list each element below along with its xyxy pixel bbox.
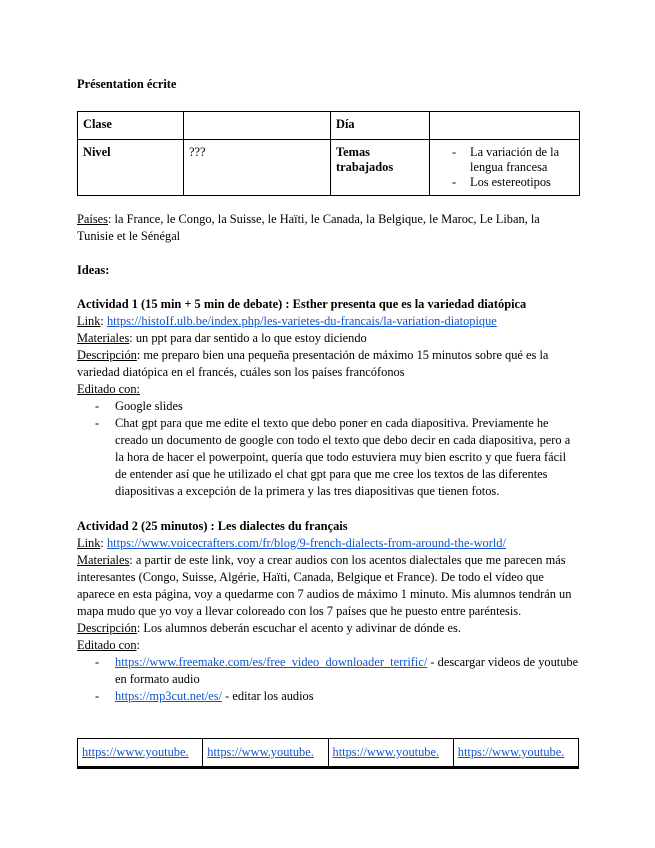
- list-item: - Los estereotipos: [430, 175, 577, 190]
- actividad1-section: Actividad 1 (15 min + 5 min de debate) : Esther presenta que es la variedad diatópica Link: https://histoIf.ulb.be/index.php/les-varietes-du-francais/la-variation-diatopique Materiales: un ppt para dar sentido a lo que estoy diciendo Descripción: me preparo bien una pequeña presentación de máximo 15 minutos sobre qué es la variedad diatópica en el francés, cuáles son los países francófonos Editado con: - Google slides - Chat gpt para que me edite el texto que debo poner en cada diapositiva. Previamente he creado un documento de google con todo el texto que debo decir en cada diapositiva, pero a la hora de hacer el powerpoint, quería que todo estuviera muy bien escrito y que fuera fácil de entender así que he utilizado el chat gpt para que me cree los textos de las diferentes diapositivas a excepción de la primera y las tres diapositivas que tienen fotos.: [77, 296, 579, 500]
- list-item: - Chat gpt para que me edite el texto que debo poner en cada diapositiva. Previamente he creado un documento de google con todo el texto que debo decir en cada diapositiva, pero a la hora de hacer el powerpoint, quería que todo estuviera muy bien escrito y que fuera fácil de entender así que he utilizado el chat gpt para que me cree los textos de las diferentes diapositivas a excepción de la primera y las tres diapositivas que tienen fotos.: [77, 415, 579, 500]
- nivel-value: ???: [184, 140, 331, 196]
- clase-label: Clase: [78, 112, 184, 140]
- descripcion-label: Descripción: [77, 621, 137, 635]
- editado-list: [77, 398, 579, 500]
- mp3cut-link[interactable]: https://mp3cut.net/es/: [115, 689, 223, 703]
- editado-label: Editado con: [77, 638, 137, 652]
- actividad1-link[interactable]: https://histoIf.ulb.be/index.php/les-varietes-du-francais/la-variation-diatopique: [106, 314, 497, 328]
- list-item: [77, 688, 579, 705]
- actividad2-link[interactable]: https://www.voicecrafters.com/fr/blog/9-french-dialects-from-around-the-world/: [106, 536, 506, 550]
- editado-label: Editado con:: [77, 382, 140, 396]
- descripcion-text: : Los alumnos deberán escuchar el acento y adivinar de dónde es.: [136, 621, 461, 635]
- dia-value: [430, 112, 580, 140]
- tool-desc: - descargar videos de youtube en formato audio: [115, 655, 579, 686]
- temas-label: Temas trabajados: [331, 140, 430, 196]
- list-item: [77, 654, 579, 688]
- youtube-cell: [203, 739, 328, 768]
- link-label: Link: [77, 314, 101, 328]
- paises-text: : la France, le Congo, la Suisse, le Haïti, le Canada, la Belgique, le Maroc, Le Liban, la Tunisie et le Sénégal: [77, 212, 540, 243]
- materiales-text: : un ppt para dar sentido a lo que estoy diciendo: [129, 331, 367, 345]
- clase-value: [184, 112, 331, 140]
- youtube-link[interactable]: https://www.youtube.: [457, 745, 565, 759]
- freemake-link[interactable]: https://www.freemake.com/es/free_video_downloader_terrific/: [115, 655, 428, 669]
- tool-desc: - editar los audios: [222, 689, 314, 703]
- list-item: - La variación de la lengua francesa: [430, 145, 577, 175]
- nivel-label: Nivel: [78, 140, 184, 196]
- descripcion-label: Descripción: [77, 348, 137, 362]
- youtube-cell: [328, 739, 453, 768]
- paises-label: Países: [77, 212, 108, 226]
- ideas-heading: Ideas:: [77, 263, 110, 277]
- temas-list: [430, 145, 577, 190]
- youtube-link[interactable]: https://www.youtube.: [82, 745, 189, 759]
- info-table: [77, 111, 580, 196]
- tools-list: [77, 654, 579, 705]
- materiales-text: : a partir de este link, voy a crear audios con los acentos dialectales que me parecen más interesantes (Congo, Suisse, Algérie, Haïti, Canada, Belgique et France). De todo el vídeo que aparece en esta página, voy a quedarme con 7 audios de máximo 1 minuto. Mis alumnos tendrán un mapa mudo que yo voy a llevar coloreado con los 7 países que he puesto entre paréntesis.: [77, 553, 572, 618]
- paises-paragraph: [77, 211, 579, 245]
- link-label: Link: [77, 536, 101, 550]
- page-title: Présentation écrite: [77, 77, 177, 91]
- actividad2-section: Actividad 2 (25 minutos) : Les dialectes du français Link: https://www.voicecrafters.com/fr/blog/9-french-dialects-from-around-the-world/ Materiales: a partir de este link, voy a crear audios con los acentos dialectales que me parecen más interesantes (Congo, Suisse, Algérie, Haïti, Canada, Belgique et France). De todo el vídeo que aparece en esta página, voy a quedarme con 7 audios de máximo 1 minuto. Mis alumnos tendrán un mapa mudo que yo voy a llevar coloreado con los 7 países que he puesto entre paréntesis. Descripción: Los alumnos deberán escuchar el acento y adivinar de dónde es. Editado con: - https://www.freemake.com/es/free_video_downloader_terrific/ - descargar videos de youtube en formato audio - https://mp3cut.net/es/ - editar los audios: [77, 518, 579, 705]
- youtube-link[interactable]: https://www.youtube.: [332, 745, 440, 759]
- actividad2-heading: Actividad 2 (25 minutos) : Les dialectes du français: [77, 519, 348, 533]
- dia-label: Día: [331, 112, 430, 140]
- descripcion-text: : me preparo bien una pequeña presentación de máximo 15 minutos sobre qué es la variedad diatópica en el francés, cuáles son los países francófonos: [77, 348, 549, 379]
- youtube-cell: [78, 739, 203, 768]
- materiales-label: Materiales: [77, 553, 130, 567]
- actividad1-heading: Actividad 1 (15 min + 5 min de debate) : Esther presenta que es la variedad diatópica: [77, 297, 527, 311]
- youtube-cell: [453, 739, 578, 768]
- materiales-label: Materiales: [77, 331, 130, 345]
- list-item: - Google slides: [77, 398, 579, 415]
- youtube-links-table: [77, 738, 579, 769]
- editado-colon: :: [136, 638, 140, 652]
- temas-cell: [430, 140, 580, 196]
- youtube-link[interactable]: https://www.youtube.: [207, 745, 314, 759]
